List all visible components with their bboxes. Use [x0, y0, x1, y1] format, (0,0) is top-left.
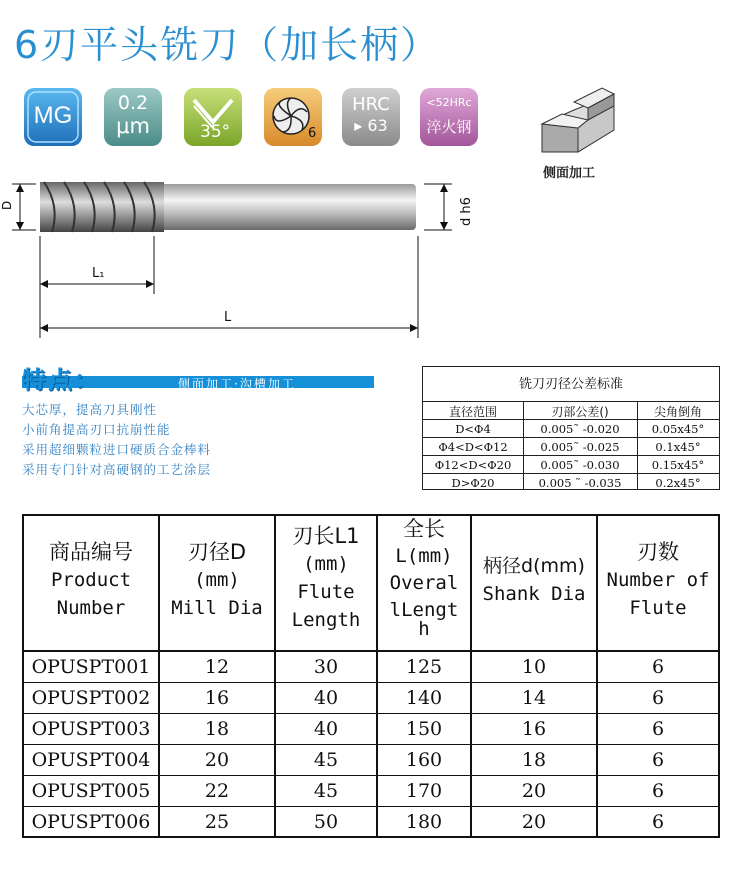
dim-dh6-label: d h6: [458, 197, 474, 226]
tol-cell: 0.005˜ -0.030: [540, 458, 620, 472]
tol-header: 尖角倒角: [653, 405, 702, 419]
header-overall-length: 全长 L(mm) Overal lLengt h: [389, 517, 459, 640]
header-flute-length: 刃长L1 (mm) Flute Length: [291, 524, 361, 631]
side-machining-icon: [538, 84, 618, 160]
mg-coating-badge: [24, 88, 82, 146]
tol-cell: Φ4<D<Φ12: [438, 440, 508, 454]
mg-text: MG: [33, 102, 73, 129]
grain-size-value: 0.2: [117, 92, 149, 114]
tol-cell: 0.1x45°: [655, 440, 701, 454]
hrc-value: ▸ 63: [354, 116, 388, 135]
hardened-steel-badge: [420, 88, 478, 146]
helix-angle-text: 35°: [200, 122, 231, 142]
feature-item: 小前角提高刃口抗崩性能: [22, 422, 171, 437]
dim-D-label: D: [0, 200, 14, 210]
tol-cell: 0.005 ˜ -0.035: [538, 476, 622, 490]
dim-L1-label: L₁: [92, 266, 105, 281]
features-title: 特点：: [22, 366, 100, 394]
tolerance-table: [422, 366, 720, 490]
header-product-number: 商品编号 Product Number: [49, 540, 133, 619]
flute-count-text: 6: [308, 126, 317, 141]
tol-cell: 0.2x45°: [655, 476, 701, 490]
tol-cell: 0.15x45°: [651, 458, 705, 472]
tol-cell: D<Φ4: [455, 422, 491, 436]
tol-cell: 0.005˜ -0.025: [540, 440, 620, 454]
tol-cell: Φ12<D<Φ20: [434, 458, 512, 472]
end-mill-diagram: [0, 170, 480, 350]
hardness-limit: <52HRc: [426, 96, 472, 109]
feature-item: 采用专门针对高硬钢的工艺涂层: [22, 462, 212, 477]
tol-cell: D>Φ20: [451, 476, 495, 490]
dim-L-label: L: [224, 310, 232, 325]
tol-header: 直径范围: [448, 405, 497, 419]
helix-angle-badge: [184, 88, 242, 146]
tolerance-table-title: 铣刀刃径公差标准: [518, 377, 623, 392]
header-mill-dia: 刃径D (mm) Mill Dia: [171, 540, 263, 619]
feature-item: 大芯厚，提高刀具刚性: [22, 402, 158, 417]
grain-size-unit: μm: [116, 114, 150, 138]
page-title: 6刃平头铣刀（加长柄）: [14, 23, 441, 67]
hrc-badge: [342, 88, 400, 146]
header-flute-count: 刃数 Number of Flute: [606, 540, 710, 619]
tol-header: 刃部公差(): [551, 405, 609, 419]
hardened-steel-text: 淬火钢: [426, 118, 472, 136]
tol-cell: 0.005˜ -0.020: [540, 422, 620, 436]
features-subtitle: 侧面加工·沟槽加工: [178, 377, 296, 391]
side-machining-label: 侧面加工: [543, 166, 596, 181]
grain-size-badge: [104, 88, 162, 146]
hrc-label: HRC: [352, 94, 390, 115]
feature-item: 采用超细颗粒进口硬质合金棒料: [22, 442, 212, 457]
tol-cell: 0.05x45°: [651, 422, 705, 436]
flute-count-badge: [264, 88, 322, 146]
header-shank-dia: 柄径d(mm) Shank Dia: [482, 555, 586, 605]
product-table: 商品编号 Product Number 刃径D (mm) Mill Dia 刃长L1 (mm) Flute Length 全长 L(mm) Overal lLengt h 柄径d(mm) Shank Dia 刃数 Number of Flute OPUSPT001 12 30 125 10 6 OPUSPT002 16 40 140 14 6 OPUSPT003 18 40 150 16 6 OPUSPT004 20 45 160 18 6 OPUSPT005 22 45 170 20 6 OPUSPT006 25 50 180 20 6: [22, 514, 720, 838]
